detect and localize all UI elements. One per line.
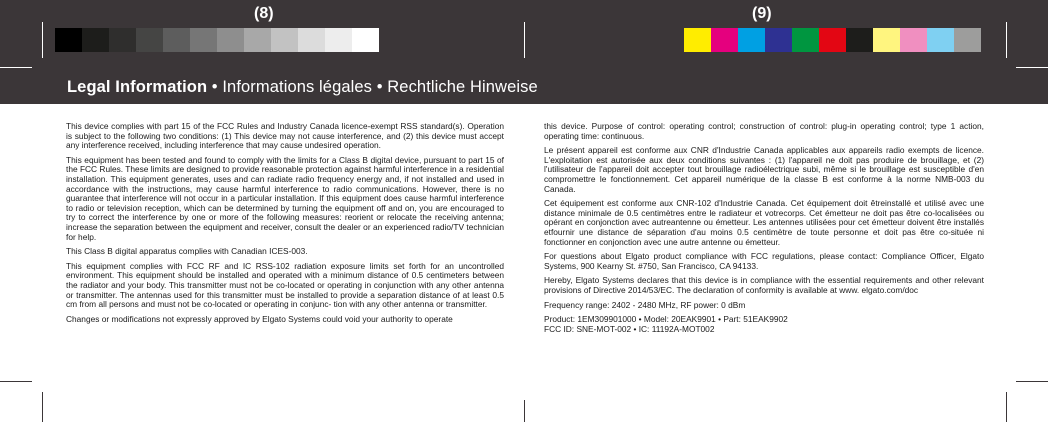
color-swatch [765, 28, 792, 52]
crop-mark [524, 400, 525, 422]
color-swatch [711, 28, 738, 52]
color-swatch [873, 28, 900, 52]
crop-mark [1006, 392, 1007, 422]
paragraph: Hereby, Elgato Systems declares that this device is in compliance with the essential requirements and other relevant provisions of Directive 2014/53/EC. The declaration of conformity is available at www. elgato.com/doc [544, 275, 984, 295]
color-swatch [846, 28, 873, 52]
color-swatches [684, 28, 981, 52]
paragraph: Changes or modifications not expressly approved by Elgato Systems could void your authority to operate [66, 313, 453, 324]
registration-mark [1006, 22, 1007, 58]
paragraph: This device complies with part 15 of the FCC Rules and Industry Canada licence-exempt RSS standard(s). Operation is subject to the following two conditions: (1) This device may not cause interference, and (2) this device must accept any interference received, including interference that may cause undesired operation. [66, 121, 504, 151]
product-line: Product: 1EM309901000 • Model: 20EAK9901 • Part: 51EAK9902 [544, 314, 788, 325]
crop-mark [42, 392, 43, 422]
color-swatch [244, 28, 271, 52]
right-column [544, 122, 984, 334]
color-swatch [352, 28, 379, 52]
paragraph: Frequency range: 2402 - 2480 MHz, RF power: 0 dBm [544, 299, 746, 310]
color-swatch [819, 28, 846, 52]
color-swatch [684, 28, 711, 52]
paragraph: Le présent appareil est conforme aux CNR d'Industrie Canada applicables aux appareils radio exempts de licence. L'exploitation est autorisée aux deux conditions suivantes : (1) l'appareil ne doit pas produire de brouillage, et (2) l'utilisateur de l'appareil doit accepter tout brouillage radioélectrique subi, même si le brouillage est susceptible d'en compromettre le fonctionnement. Cet appareil numérique de la classe B est conforme à la norme NMB-003 du Canada. [544, 145, 984, 194]
color-swatch [927, 28, 954, 52]
color-swatch [163, 28, 190, 52]
title-translations: • Informations légales • Rechtliche Hinweise [207, 78, 538, 96]
paragraph: This equipment complies with FCC RF and IC RSS-102 radiation exposure limits set forth for an uncontrolled environment. This equipment should be installed and operated with a minimum distance of 0.5 centimeters between the radiator and your body. This transmitter must not be co-located or operating in conjunction with any other antenna or transmitter. The antennas used for this transmitter must be installed to provide a separation distance of at least 0.5 cm from all persons and must not be co-located or operating in conjunc- tion with any other antenna or transmitter. [66, 260, 504, 310]
page-number-left: (8) [254, 5, 274, 22]
paragraph: this device. Purpose of control: operating control; construction of control: plug-in operating control; type 1 action, operating time: continuous. [544, 121, 984, 141]
fcc-id-line: FCC ID: SNE-MOT-002 • IC: 11192A-MOT002 [544, 323, 715, 334]
crop-mark [1016, 381, 1048, 382]
color-swatch [325, 28, 352, 52]
left-column [66, 122, 504, 329]
paragraph: Cet équipement est conforme aux CNR-102 d'Industrie Canada. Cet équipement doit êtreinstallé et utilisé avec une distance minimale de 0.5 centimètres entre le radiateur et votrecorps. Cet émetteur ne doit pas être co-localisées ou opérant en conjonction avec autreantenne ou émetteur. Les antennes utilisées pour cet émetteur doivent être installés etfournir une distance de séparation d'au moins 0.5 centimètre de toute personne et doit pas être co-située ni fonctionner en conjonction avec une autre antenne ou émetteur. [544, 198, 984, 247]
color-swatch [954, 28, 981, 52]
color-swatch [298, 28, 325, 52]
color-swatch [792, 28, 819, 52]
color-swatch [900, 28, 927, 52]
registration-mark [42, 22, 43, 58]
color-swatch [738, 28, 765, 52]
crop-mark [0, 381, 32, 382]
crop-mark [1016, 67, 1048, 68]
color-swatch [109, 28, 136, 52]
grayscale-swatches [55, 28, 379, 52]
crop-mark [0, 67, 32, 68]
paragraph: This equipment has been tested and found to comply with the limits for a Class B digital device, pursuant to part 15 of the FCC Rules. These limits are designed to provide reasonable protection against harmful interference in a residential installation. This equipment generates, uses and can radiate radio frequency energy and, if not installed and used in accordance with the instructions, may cause harmful interference to radio communications. However, there is no guarantee that interference will not occur in a particular installation. If this equipment does cause harmful interference to radio or television reception, which can be determined by turning the equipment off and on, you are encouraged to try to correct the interference by one or more of the following measures: reorient or relocate the receiving antenna; increase the separation between the equipment and receiver, consult the dealer or an experienced radio/TV technician for help. [66, 154, 504, 242]
color-swatch [82, 28, 109, 52]
page-number-right: (9) [752, 5, 772, 22]
paragraph: For questions about Elgato product compliance with FCC regulations, please contact: Compliance Officer, Elgato Systems, 900 Kearny St. #750, San Francisco, CA 94133. [544, 251, 984, 271]
color-swatch [136, 28, 163, 52]
color-swatch [271, 28, 298, 52]
color-swatch [190, 28, 217, 52]
paragraph: This Class B digital apparatus complies with Canadian ICES-003. [66, 246, 308, 257]
color-swatch [55, 28, 82, 52]
registration-mark [524, 22, 525, 58]
title-legal-information: Legal Information [67, 78, 208, 96]
page-title [67, 78, 538, 97]
color-swatch [217, 28, 244, 52]
